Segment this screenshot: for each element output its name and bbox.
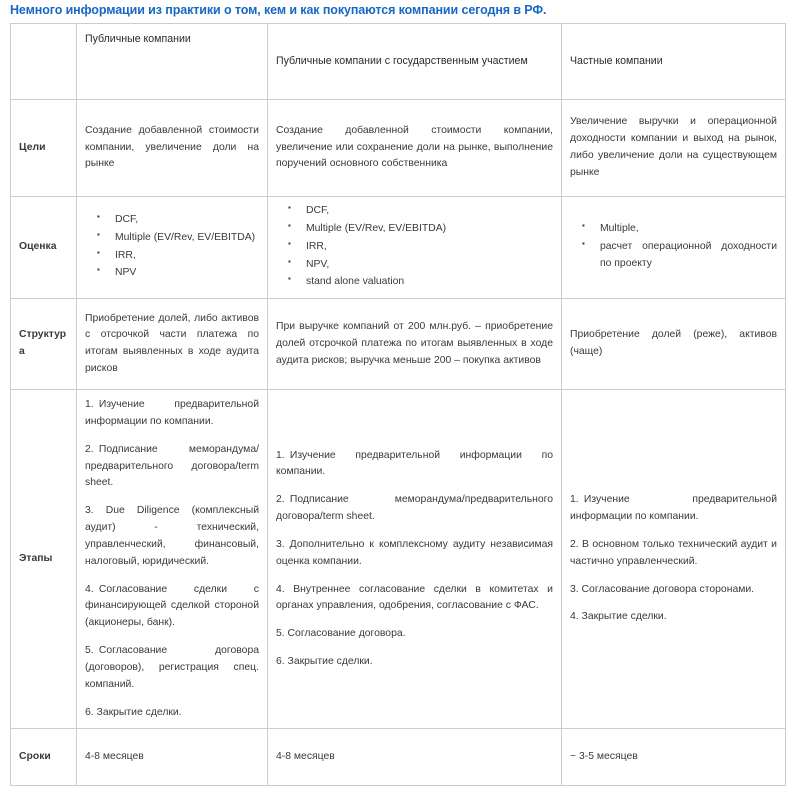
cell-text: Создание добавленной стоимости компании, увеличение или сохранение доли на рынке, выполнение поручений основного собственника	[276, 124, 553, 170]
header-cell-private-companies	[562, 24, 786, 100]
header-cell-public-state-companies	[268, 24, 562, 100]
step-item: 3. Дополнительно к комплексному аудиту независимая оценка компании.	[276, 538, 553, 567]
page-title: Немного информации из практики о том, кем и как покупаются компании сегодня в РФ.	[10, 3, 547, 17]
table-row-terms	[11, 729, 786, 786]
step-item: 5. Согласование договора.	[276, 628, 406, 640]
cell-goals-public	[77, 100, 268, 197]
header-cell-empty	[11, 24, 77, 100]
cell-valuation-public-state	[268, 197, 562, 299]
cell-stages-public-state	[268, 390, 562, 729]
header-label-public-companies: Публичные компании	[85, 33, 191, 45]
bullet-list-valuation-public	[85, 212, 259, 282]
steps-list-private	[570, 492, 777, 626]
step-item: 5. Согласование договора (договоров), регистрация спец. компаний.	[85, 645, 259, 690]
table-row-structure	[11, 299, 786, 390]
cell-structure-private	[562, 299, 786, 390]
bullet-item: ▪ Multiple,	[600, 221, 777, 238]
cell-terms-public-state	[268, 729, 562, 786]
cell-structure-public	[77, 299, 268, 390]
cell-structure-public-state	[268, 299, 562, 390]
bullet-item: ▪ DCF,	[115, 212, 259, 229]
row-label-structure: Структура	[11, 299, 77, 390]
table-header-row	[11, 24, 786, 100]
step-item: 3. Due Diligence (комплексный аудит) - технический, управленческий, финансовый, налоговый, юридический.	[85, 505, 259, 567]
cell-text: При выручке компаний от 200 млн.руб. – приобретение долей отсрочкой платежа по итогам выявленных в ходе аудита рисков; выручка меньше 200 – покупка активов	[276, 320, 553, 366]
cell-goals-private	[562, 100, 786, 197]
steps-list-public	[85, 397, 259, 722]
step-item: 4. Внутреннее согласование сделки в комитетах и органах управления, одобрения, согласование с ФАС.	[276, 583, 553, 612]
step-item: 1. Изучение предварительной информации по компании.	[570, 494, 777, 523]
header-label-public-state-companies: Публичные компании с государственным участием	[276, 54, 528, 67]
bullet-list-valuation-private	[570, 221, 777, 273]
cell-terms-private	[562, 729, 786, 786]
cell-stages-private	[562, 390, 786, 729]
row-label-goals: Цели	[11, 100, 77, 197]
cell-text: ~ 3-5 месяцев	[570, 750, 638, 762]
bullet-item: ▪ IRR,	[306, 239, 553, 256]
step-item: 1. Изучение предварительной информации по компании.	[276, 449, 553, 478]
cell-text: Приобретение долей, либо активов с отсрочкой части платежа по итогам выявленных в ходе аудита рисков	[85, 312, 259, 375]
step-item: 4. Закрытие сделки.	[570, 611, 667, 623]
bullet-item: ▪ DCF,	[306, 203, 553, 220]
bullet-list-valuation-public-state	[276, 203, 553, 291]
steps-list-public-state	[276, 448, 553, 671]
cell-text: 4-8 месяцев	[276, 750, 335, 762]
step-item: 2. В основном только технический аудит и частично управленческий.	[570, 538, 777, 567]
step-item: 4. Согласование сделки с финансирующей сделкой стороной (акционеры, банк).	[85, 583, 259, 629]
bullet-item: ▪ Multiple (EV/Rev, EV/EBITDA)	[306, 221, 553, 238]
cell-valuation-public	[77, 197, 268, 299]
cell-text: Приобретение долей (реже), активов (чаще)	[570, 329, 777, 358]
bullet-item: ▪ stand alone valuation	[306, 274, 553, 291]
bullet-item: ▪ NPV	[115, 265, 259, 282]
step-item: 2. Подписание меморандума/ предварительного договора/term sheet.	[85, 443, 259, 489]
table-row-valuation	[11, 197, 786, 299]
step-item: 6. Закрытие сделки.	[276, 656, 373, 668]
bullet-item: ▪ расчет операционной доходности по проекту	[600, 239, 777, 273]
header-label-private-companies: Частные компании	[570, 54, 663, 67]
cell-goals-public-state	[268, 100, 562, 197]
table-row-stages	[11, 390, 786, 729]
row-label-stages: Этапы	[11, 390, 77, 729]
row-label-terms: Сроки	[11, 729, 77, 786]
cell-stages-public	[77, 390, 268, 729]
step-item: 1. Изучение предварительной информации по компании.	[85, 398, 259, 427]
bullet-item: ▪ Multiple (EV/Rev, EV/EBITDA)	[115, 230, 259, 247]
cell-terms-public	[77, 729, 268, 786]
step-item: 3. Согласование договора сторонами.	[570, 583, 755, 595]
bullet-item: ▪ NPV,	[306, 257, 553, 274]
header-cell-public-companies	[77, 24, 268, 100]
cell-valuation-private	[562, 197, 786, 299]
table-row-goals	[11, 100, 786, 197]
step-item: 6. Закрытие сделки.	[85, 706, 182, 718]
cell-text: Создание добавленной стоимости компании, увеличение доли на рынке	[85, 124, 259, 170]
cell-text: Увеличение выручки и операционной доходности компании и выход на рынок, либо увеличение доли на существующем рынке	[570, 116, 777, 178]
row-label-valuation: Оценка	[11, 197, 77, 299]
comparison-table	[10, 23, 786, 786]
step-item: 2. Подписание меморандума/предварительного договора/term sheet.	[276, 494, 553, 523]
cell-text: 4-8 месяцев	[85, 750, 144, 762]
bullet-item: ▪ IRR,	[115, 248, 259, 265]
